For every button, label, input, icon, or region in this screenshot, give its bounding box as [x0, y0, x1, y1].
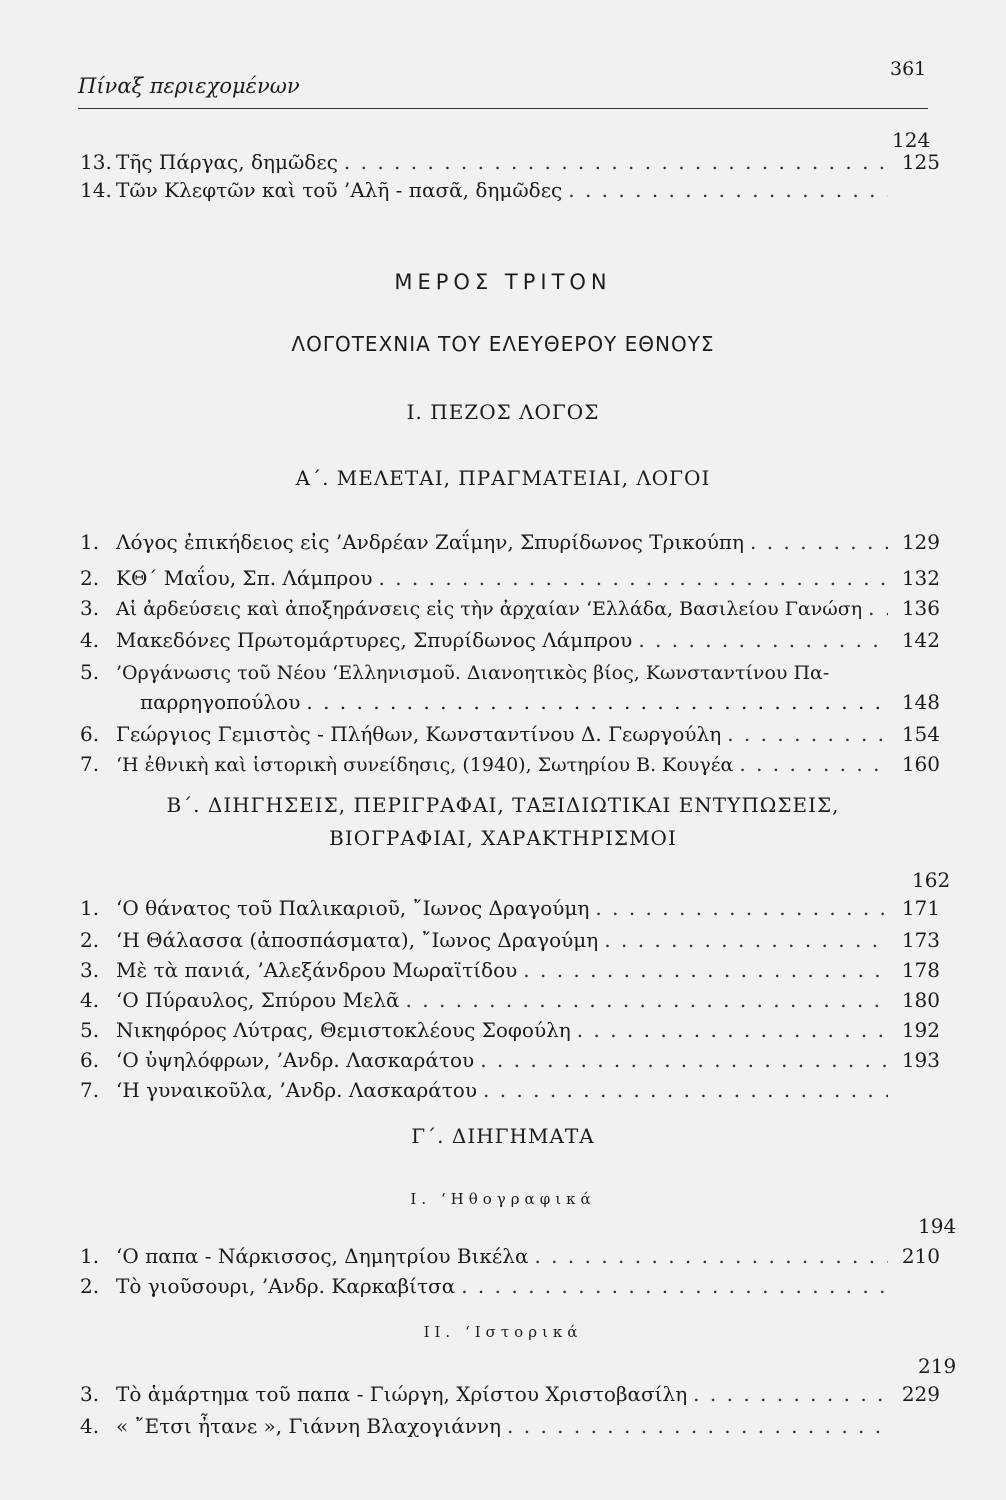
toc-entry — [80, 150, 940, 178]
dot-leader — [604, 928, 888, 952]
entry-number: 5. — [80, 1018, 100, 1042]
section-heading: Ι. ΠΕΖΟΣ ΛΟΓΟΣ — [406, 400, 600, 424]
entry-number: 6. — [80, 722, 100, 746]
entry-number: 3. — [80, 1382, 100, 1406]
entry-number: 2. — [80, 928, 100, 952]
toc-entry — [80, 628, 940, 656]
section-b-title-line2: ΒΙΟΓΡΑΦΙΑΙ, ΧΑΡΑΚΤΗΡΙΣΜΟΙ — [329, 826, 677, 850]
entry-title: Μακεδόνες Πρωτομάρτυρες, Σπυρίδωνος Λάμπρου — [116, 628, 633, 652]
entry-page: 180 — [901, 988, 940, 1012]
entry-number: 4. — [80, 1414, 100, 1438]
entry-page: 193 — [901, 1048, 940, 1072]
toc-entry — [80, 1078, 940, 1106]
toc-entry — [80, 1274, 940, 1302]
dot-leader — [638, 628, 888, 652]
entry-number: 2. — [80, 1274, 100, 1298]
toc-entry — [80, 928, 940, 956]
dot-leader — [868, 596, 888, 620]
toc-entry — [80, 1018, 940, 1046]
entry-page: 129 — [901, 530, 940, 554]
entry-title: ‘Ο Πύραυλος, Σπύρου Μελᾶ — [116, 988, 400, 1012]
toc-entry — [80, 988, 940, 1016]
subsection-heading: ΙΙ. ‘Ιστορικά — [423, 1323, 583, 1341]
toc-entry — [80, 1048, 940, 1076]
entry-page: 154 — [901, 722, 940, 746]
entry-number: 3. — [80, 596, 100, 620]
dot-leader — [480, 1048, 888, 1072]
entry-title: Μὲ τὰ πανιά, ’Αλεξάνδρου Μωραϊτίδου — [116, 958, 518, 982]
page-ref: 124 — [892, 128, 931, 152]
entry-number: 13. — [80, 150, 112, 174]
toc-entry — [80, 896, 940, 924]
dot-leader — [523, 958, 888, 982]
entry-number: 6. — [80, 1048, 100, 1072]
toc-entry — [80, 1382, 940, 1410]
section-g-title: Γ΄. ΔΙΗΓΗΜΑΤΑ — [411, 1124, 595, 1148]
dot-leader — [595, 896, 888, 920]
entry-title: Αἱ ἀρδεύσεις καὶ ἀποξηράνσεις εἰς τὴν ἀρχαίαν ‘Ελλάδα, Βασιλείου Γανώση — [116, 598, 863, 620]
dot-leader — [406, 988, 888, 1012]
page-ref: 162 — [912, 868, 951, 892]
toc-entry — [80, 752, 940, 780]
entry-number: 4. — [80, 628, 100, 652]
dot-leader — [750, 530, 888, 554]
dot-leader — [727, 722, 888, 746]
entry-title: Τὸ γιοῦσουρι, ’Ανδρ. Καρκαβίτσα — [116, 1274, 456, 1298]
dot-leader — [577, 1018, 888, 1042]
entry-number: 5. — [80, 660, 100, 684]
entry-number: 14. — [80, 178, 112, 202]
entry-page: 132 — [901, 566, 940, 590]
toc-entry — [80, 178, 940, 206]
subsection-heading: Ι. ‘Ηθογραφικά — [410, 1190, 596, 1208]
section-a-title: Α΄. ΜΕΛΕΤΑΙ, ΠΡΑΓΜΑΤΕΙΑΙ, ΛΟΓΟΙ — [295, 466, 711, 490]
toc-entry — [80, 566, 940, 594]
dot-leader — [693, 1382, 888, 1406]
entry-number: 3. — [80, 958, 100, 982]
part-subtitle: ΛΟΓΟΤΕΧΝΙΑ ΤΟΥ ΕΛΕΥΘΕΡΟΥ ΕΘΝΟΥΣ — [291, 332, 715, 356]
page-number: 361 — [890, 58, 927, 80]
part-title: ΜΕΡΟΣ ΤΡΙΤΟΝ — [394, 270, 612, 294]
toc-entry — [80, 1244, 940, 1272]
entry-number: 2. — [80, 566, 100, 590]
entry-title: Τῶν Κλεφτῶν καὶ τοῦ ’Αλῆ - πασᾶ, δημῶδες — [116, 178, 563, 202]
toc-entry — [80, 958, 940, 986]
entry-page: 136 — [901, 596, 940, 620]
entry-title: Νικηφόρος Λύτρας, Θεμιστοκλέους Σοφούλη — [116, 1018, 571, 1042]
entry-title: Τὸ ἁμάρτημα τοῦ παπα - Γιώργη, Χρίστου Χριστοβασίλη — [116, 1382, 688, 1406]
entry-title: ΚΘ΄ Μαΐου, Σπ. Λάμπρου — [116, 566, 373, 590]
entry-title: Γεώργιος Γεμιστὸς - Πλήθων, Κωνσταντίνου Δ. Γεωργούλη — [116, 722, 722, 746]
entry-title: ‘Ο παπα - Νάρκισσος, Δημητρίου Βικέλα — [116, 1244, 529, 1268]
dot-leader — [461, 1274, 888, 1298]
dot-leader — [483, 1078, 888, 1102]
dot-leader — [344, 150, 888, 174]
toc-entry — [80, 722, 940, 750]
toc-entry-continuation — [140, 690, 940, 718]
entry-page: 171 — [901, 896, 940, 920]
entry-title: ‘Ο θάνατος τοῦ Παλικαριοῦ, ῎Ιωνος Δραγούμη — [116, 896, 590, 920]
toc-entry — [80, 596, 940, 624]
entry-title: Τῆς Πάργας, δημῶδες — [116, 150, 338, 174]
entry-number: 1. — [80, 896, 100, 920]
entry-title: ‘Η Θάλασσα (ἀποσπάσματα), ῎Ιωνος Δραγούμη — [116, 928, 599, 952]
entry-number: 1. — [80, 530, 100, 554]
entry-title: Λόγος ἐπικήδειος εἰς ’Ανδρέαν Ζαΐμην, Σπυρίδωνος Τρικούπη — [116, 530, 744, 554]
entry-title: παρρηγοπούλου — [140, 690, 301, 714]
entry-title: ‘Ο ὑψηλόφρων, ’Ανδρ. Λασκαράτου — [116, 1048, 475, 1072]
entry-page: 142 — [901, 628, 940, 652]
page-ref: 219 — [918, 1354, 957, 1378]
section-b-title: Β΄. ΔΙΗΓΗΣΕΙΣ, ΠΕΡΙΓΡΑΦΑΙ, ΤΑΞΙΔΙΩΤΙΚΑΙ ΕΝΤΥΠΩΣΕΙΣ, — [166, 793, 840, 817]
entry-page: 210 — [901, 1244, 940, 1268]
entry-page: 192 — [901, 1018, 940, 1042]
entry-page: 125 — [901, 150, 940, 174]
running-header-title: Πίναξ περιεχομένων — [78, 74, 300, 98]
dot-leader — [378, 566, 888, 590]
entry-number: 7. — [80, 752, 100, 776]
toc-entry — [80, 1414, 940, 1442]
dot-leader — [507, 1414, 888, 1438]
entry-page: 229 — [901, 1382, 940, 1406]
toc-entry — [80, 660, 940, 688]
entry-title: ‘Η ἐθνικὴ καὶ ἱστορικὴ συνείδησις, (1940), Σωτηρίου Β. Κουγέα — [116, 754, 734, 776]
entry-title: « ῎Ετσι ἦτανε », Γιάννη Βλαχογιάννη — [116, 1414, 502, 1438]
entry-page: 178 — [901, 958, 940, 982]
header-rule — [78, 108, 928, 109]
dot-leader — [534, 1244, 888, 1268]
entry-number: 7. — [80, 1078, 100, 1102]
entry-page: 173 — [901, 928, 940, 952]
entry-page: 160 — [901, 752, 940, 776]
entry-number: 1. — [80, 1244, 100, 1268]
dot-leader — [306, 690, 888, 714]
entry-number: 4. — [80, 988, 100, 1012]
entry-title: ’Οργάνωσις τοῦ Νέου ‘Ελληνισμοῦ. Διανοητικὸς βίος, Κωνσταντίνου Πα- — [116, 662, 830, 684]
toc-entry — [80, 530, 940, 558]
dot-leader — [739, 752, 888, 776]
dot-leader — [568, 178, 888, 202]
entry-title: ‘Η γυναικοῦλα, ’Ανδρ. Λασκαράτου — [116, 1078, 477, 1102]
entry-page: 148 — [901, 690, 940, 714]
page-ref: 194 — [918, 1214, 957, 1238]
